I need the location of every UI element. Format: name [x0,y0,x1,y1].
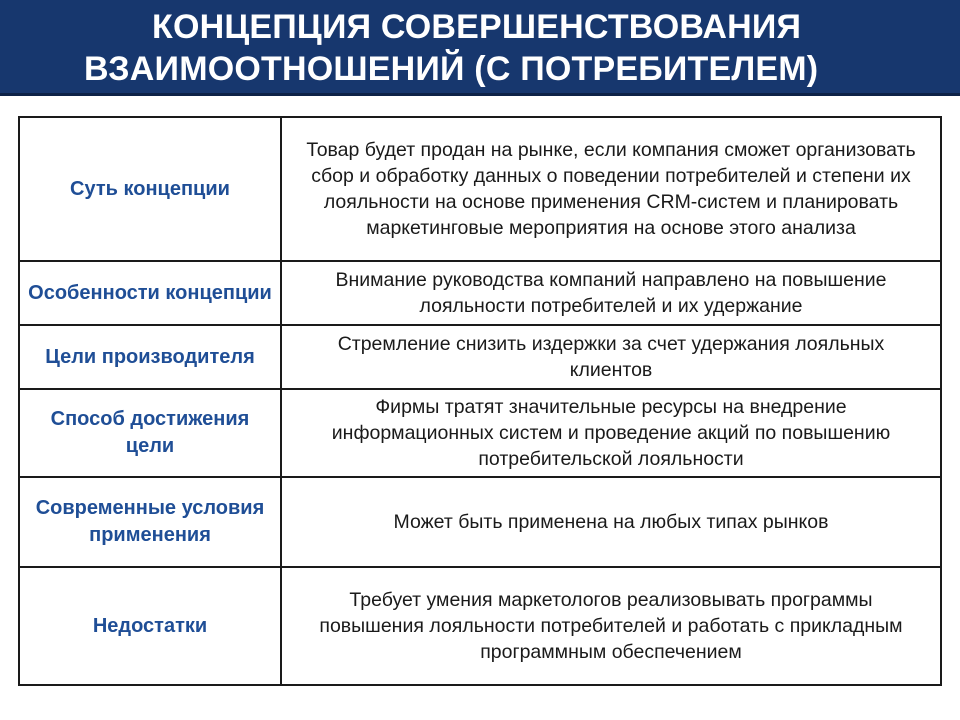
page-title-line-1: КОНЦЕПЦИЯ СОВЕРШЕНСТВОВАНИЯ [152,8,802,46]
table-row [19,325,941,389]
table-row [19,567,941,685]
row-label-features: Особенности концепции [19,261,281,325]
table-row [19,261,941,325]
row-value-drawbacks: Требует умения маркетологов реализовывать программы повышения лояльности потребителей и работать с прикладным программным обеспечением [281,567,941,685]
table-row [19,389,941,477]
table-row [19,117,941,261]
row-label-method: Способ достижения цели [19,389,281,477]
row-label-essence: Суть концепции [19,117,281,261]
title-banner [0,0,960,96]
row-value-conditions: Может быть применена на любых типах рынков [281,477,941,567]
page-title-line-2: ВЗАИМООТНОШЕНИЙ (С ПОТРЕБИТЕЛЕМ) [84,50,819,88]
row-label-conditions: Современные условия применения [19,477,281,567]
row-value-goals: Стремление снизить издержки за счет удержания лояльных клиентов [281,325,941,389]
row-value-essence: Товар будет продан на рынке, если компания сможет организовать сбор и обработку данных о поведении потребителей и степени их лояльности на основе применения CRM-систем и планировать маркетинговые мероприятия на основе этого анализа [281,117,941,261]
row-label-drawbacks: Недостатки [19,567,281,685]
row-label-goals: Цели производителя [19,325,281,389]
row-value-features: Внимание руководства компаний направлено на повышение лояльности потребителей и их удержание [281,261,941,325]
concept-table [18,116,942,686]
table-row [19,477,941,567]
row-value-method: Фирмы тратят значительные ресурсы на внедрение информационных систем и проведение акций по повышению потребительской лояльности [281,389,941,477]
